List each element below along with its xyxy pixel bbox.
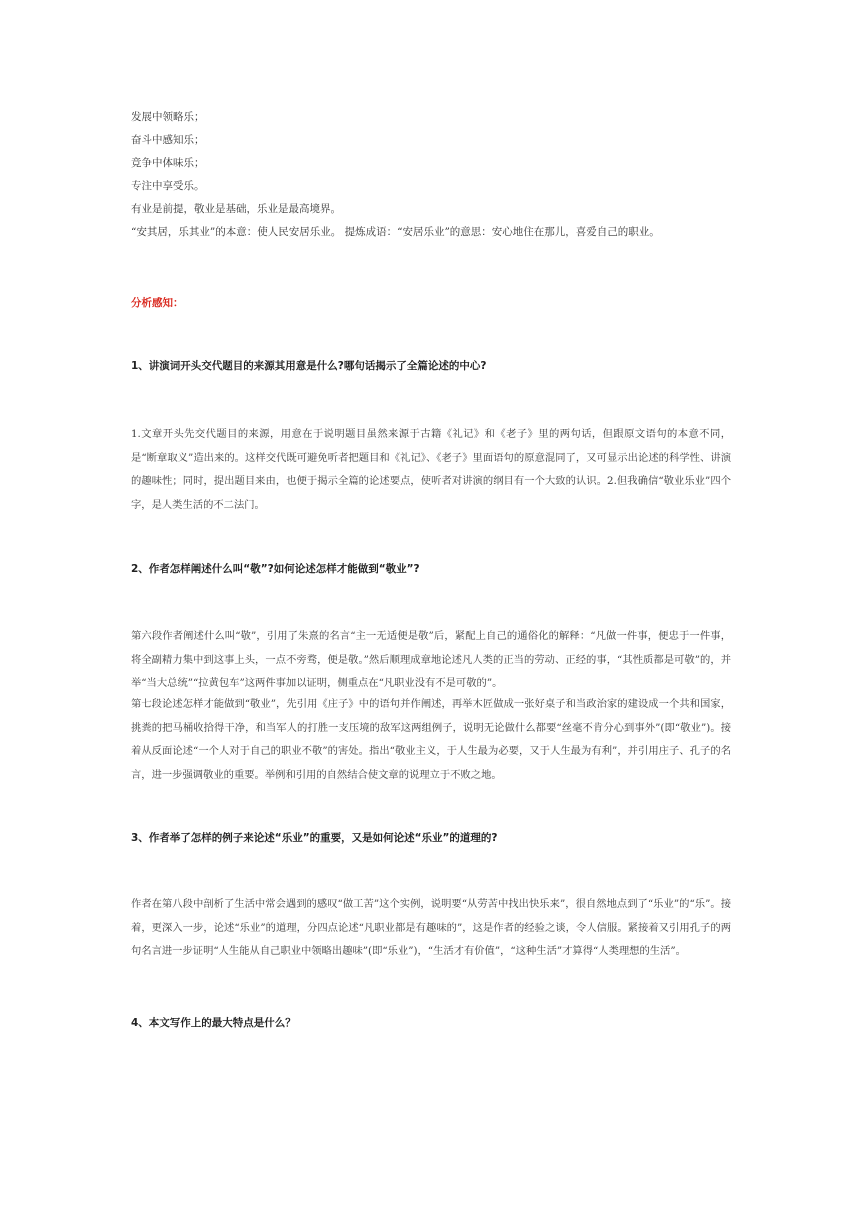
question-2-title: 2、作者怎样阐述什么叫“敬”?如何论述怎样才能做到“敬业”? (131, 563, 420, 575)
question-1-title: 1、讲演词开头交代题目的来源其用意是什么?哪句话揭示了全篇论述的中心? (131, 360, 487, 372)
question-2-answer-2: 第七段论述怎样才能做到“敬业”，先引用《庄子》中的语句并作阐述，再举木匠做成一张好桌子和当政治家的建设成一个共和国家，挑粪的把马桶收拾得干净，和当军人的打胜一支压境的敌军这两组例子，说明无论做什么都要“丝毫不肯分心到事外”(即“敬业”)。接着从反面论述“一个人对于自己的职业不敬”的害处。指出“敬业主义，于人生最为必要，又于人生最为有利”，并引用庄子、孔子的名言，进一步强调敬业的重要。举例和引用的自然结合使文章的说理立于不败之地。 (131, 698, 731, 781)
intro-block (131, 106, 731, 244)
analysis-section-label: 分析感知： (131, 297, 184, 309)
intro-line: 专注中享受乐。 (131, 180, 205, 192)
question-1-answer: 1.文章开头先交代题目的来源，用意在于说明题目虽然来源于古籍《礼记》和《老子》里的两句话，但跟原文语句的本意不同，是“断章取义”造出来的。这样交代既可避免听者把题目和《礼记》、《老子》里面语句的原意混同了，又可显示出论述的科学性、讲演的趣味性；同时，提出题目来由，也便于揭示全篇的论述要点，使听者对讲演的纲目有一个大致的认识。2.但我确信“敬业乐业”四个字，是人类生活的不二法门。 (131, 428, 731, 511)
intro-line: “安其居，乐其业”的本意：使人民安居乐业。 提炼成语：“安居乐业”的意思：安心地住在那儿，喜爱自己的职业。 (131, 226, 660, 238)
intro-line: 竞争中体味乐； (131, 157, 205, 169)
question-3-title: 3、作者举了怎样的例子来论述“乐业”的重要，又是如何论述“乐业”的道理的? (131, 832, 498, 844)
question-3-answer: 作者在第八段中剖析了生活中常会遇到的感叹“做工苦”这个实例，说明要“从劳苦中找出快乐来”，很自然地点到了“乐业”的“乐”。接着，更深入一步，论述“乐业”的道理，分四点论述“凡职业都是有趣味的”，这是作者的经验之谈，令人信服。紧接着又引用孔子的两句名言进一步证明“人生能从自己职业中领略出趣味”(即“乐业”)，“生活才有价值”，“这种生活”才算得“人类理想的生活”。 (131, 898, 731, 957)
intro-line: 发展中领略乐； (131, 111, 205, 123)
intro-line: 有业是前提，敬业是基础，乐业是最高境界。 (131, 203, 341, 215)
question-2-answer-1: 第六段作者阐述什么叫“敬”，引用了朱熹的名言“主一无适便是敬”后，紧配上自己的通俗化的解释：“凡做一件事，便忠于一件事，将全副精力集中到这事上头，一点不旁骛，便是敬。”然后顺理成章地论述凡人类的正当的劳动、正经的事，“其性质都是可敬”的，并举“当大总统”“拉黄包车”这两件事加以证明，侧重点在“凡职业没有不是可敬的”。 (131, 630, 731, 689)
intro-line: 奋斗中感知乐； (131, 134, 205, 146)
question-4-title: 4、本文写作上的最大特点是什么？ (131, 1017, 296, 1029)
